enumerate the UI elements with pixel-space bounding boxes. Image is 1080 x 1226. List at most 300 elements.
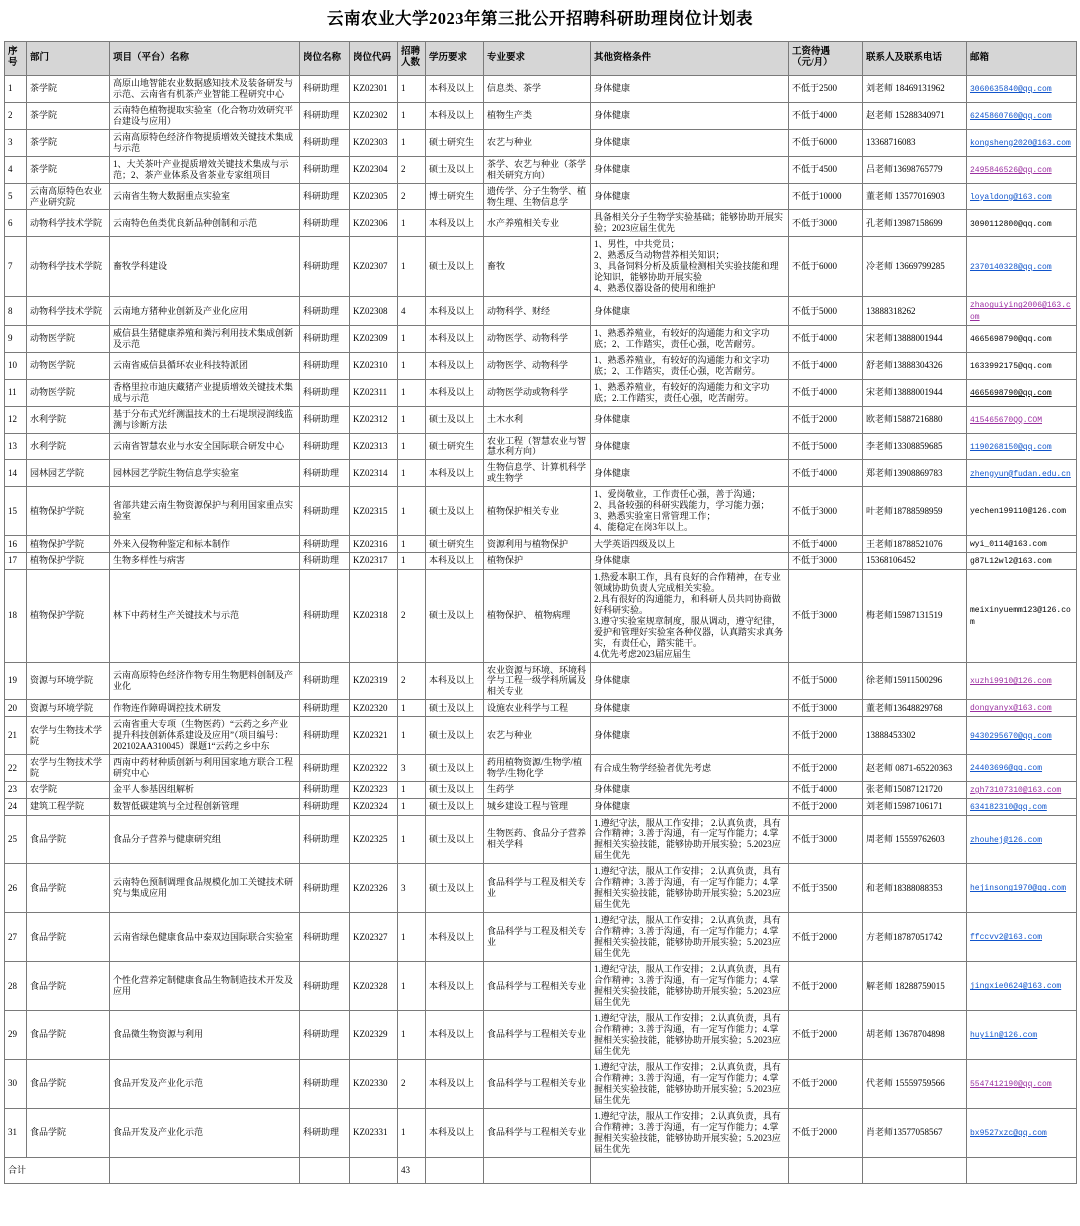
cell-salary: 不低于4000 <box>789 102 863 129</box>
cell-post-name: 科研助理 <box>300 325 350 352</box>
email-link[interactable]: loyaldong@163.com <box>970 192 1052 202</box>
cell-major: 城乡建设工程与管理 <box>484 798 591 815</box>
cell-project: 威信县生猪健康养殖和粪污利用技术集成创新及示范 <box>110 325 300 352</box>
table-row <box>5 1059 1077 1108</box>
table-row <box>5 662 1077 700</box>
cell-post-code: KZ02317 <box>350 553 398 570</box>
cell-project: 云南省重大专项（生物医药）“云药之乡产业提升科技创新体系建设及应用”（项目编号：202102AA310045）课题1“云药之乡中东 <box>110 717 300 755</box>
cell-seq: 9 <box>5 325 27 352</box>
email-link[interactable]: zhengyun@fudan.edu.cn <box>970 469 1071 479</box>
table-row <box>5 755 1077 782</box>
total-label: 合计 <box>5 1157 110 1183</box>
cell-email[interactable] <box>967 210 1077 237</box>
cell-post-name: 科研助理 <box>300 798 350 815</box>
cell-department: 动物医学院 <box>27 325 110 352</box>
cell-post-name: 科研助理 <box>300 460 350 487</box>
cell-department: 食品学院 <box>27 962 110 1011</box>
cell-department: 植物保护学院 <box>27 553 110 570</box>
cell-education: 本科及以上 <box>426 102 484 129</box>
cell-project: 外来入侵物种鉴定和标本制作 <box>110 536 300 553</box>
email-link[interactable]: 1190268150@qq.com <box>970 442 1052 452</box>
cell-salary: 不低于2000 <box>789 962 863 1011</box>
cell-major: 植物保护 <box>484 553 591 570</box>
cell-headcount: 1 <box>398 487 426 536</box>
other-condition-line: 1.遵纪守法，服从工作安排； 2.认真负责，具有合作精神；3.善于沟通，有一定写作能力；4.掌握相关实验技能，能够协助开展实验；5.2023应届生优先 <box>594 866 781 910</box>
cell-post-name: 科研助理 <box>300 815 350 864</box>
cell-post-code: KZ02322 <box>350 755 398 782</box>
cell-project: 云南省智慧农业与水安全国际联合研发中心 <box>110 433 300 460</box>
cell-post-code: KZ02310 <box>350 352 398 379</box>
cell-other-conditions: 身体健康 <box>591 798 789 815</box>
cell-contact: 王老师18788521076 <box>863 536 967 553</box>
cell-education: 本科及以上 <box>426 1011 484 1060</box>
cell-other-conditions: 身体健康 <box>591 156 789 183</box>
cell-headcount: 1 <box>398 75 426 102</box>
cell-project: 云南高原特色经济作物专用生物肥料创制及产业化 <box>110 662 300 700</box>
cell-department: 资源与环境学院 <box>27 662 110 700</box>
salary-label-line1: 工资待遇 <box>792 46 831 57</box>
cell-email[interactable] <box>967 662 1077 700</box>
cell-other-conditions: 身体健康 <box>591 129 789 156</box>
cell-email[interactable] <box>967 297 1077 326</box>
table-row <box>5 553 1077 570</box>
cell-contact: 董老师 13577016903 <box>863 183 967 210</box>
cell-contact: 赵老师 0871-65220363 <box>863 755 967 782</box>
cell-project: 食品开发及产业化示范 <box>110 1059 300 1108</box>
cell-contact: 张老师15087121720 <box>863 782 967 799</box>
cell-contact: 李老师13308859685 <box>863 433 967 460</box>
cell-seq: 27 <box>5 913 27 962</box>
cell-seq: 11 <box>5 379 27 406</box>
cell-post-name: 科研助理 <box>300 102 350 129</box>
cell-salary: 不低于4000 <box>789 536 863 553</box>
cell-education: 本科及以上 <box>426 662 484 700</box>
cell-post-name: 科研助理 <box>300 156 350 183</box>
cell-post-code: KZ02318 <box>350 569 398 662</box>
cell-headcount: 3 <box>398 755 426 782</box>
total-row <box>5 1157 1077 1183</box>
cell-major: 植物保护、 植物病理 <box>484 569 591 662</box>
cell-email[interactable] <box>967 102 1077 129</box>
cell-department: 水利学院 <box>27 433 110 460</box>
email-link[interactable]: meixinyuemm123@126.com <box>970 605 1071 627</box>
cell-post-name: 科研助理 <box>300 379 350 406</box>
table-row <box>5 717 1077 755</box>
cell-contact: 解老师 18288759015 <box>863 962 967 1011</box>
email-link[interactable]: zhaoguiying2006@163.com <box>970 301 1071 323</box>
cell-email[interactable] <box>967 75 1077 102</box>
cell-contact: 13888318262 <box>863 297 967 326</box>
cell-seq: 14 <box>5 460 27 487</box>
cell-salary: 不低于2000 <box>789 1108 863 1157</box>
cell-seq: 26 <box>5 864 27 913</box>
other-condition-line: 1.遵纪守法，服从工作安排； 2.认真负责，具有合作精神；3.善于沟通，有一定写作能力；4.掌握相关实验技能，能够协助开展实验；5.2023应届生优先 <box>594 1013 781 1056</box>
cell-department: 动物科学技术学院 <box>27 297 110 326</box>
cell-headcount: 3 <box>398 864 426 913</box>
cell-post-name: 科研助理 <box>300 569 350 662</box>
cell-department: 农学与生物技术学院 <box>27 755 110 782</box>
cell-major: 动物科学、财经 <box>484 297 591 326</box>
cell-salary: 不低于3000 <box>789 553 863 570</box>
cell-other-conditions: 有合成生物学经验者优先考虑 <box>591 755 789 782</box>
cell-project: 食品分子营养与健康研究组 <box>110 815 300 864</box>
email-link[interactable]: zhouhej@126.com <box>970 835 1043 845</box>
email-link[interactable]: 4665698790@qq.com <box>970 334 1052 344</box>
cell-salary: 不低于2000 <box>789 913 863 962</box>
cell-project: 云南省生物大数据重点实验室 <box>110 183 300 210</box>
cell-headcount: 1 <box>398 102 426 129</box>
email-link[interactable]: 3060635840@qq.com <box>970 84 1052 94</box>
table-row <box>5 962 1077 1011</box>
total-post-code-cell <box>350 1157 398 1183</box>
cell-education: 本科及以上 <box>426 75 484 102</box>
cell-other-conditions: 具备相关分子生物学实验基础；能够协助开展实验；2023应届生优先 <box>591 210 789 237</box>
table-row <box>5 487 1077 536</box>
cell-email[interactable] <box>967 536 1077 553</box>
cell-education: 硕士及以上 <box>426 815 484 864</box>
cell-major: 食品科学与工程相关专业 <box>484 1108 591 1157</box>
cell-education: 本科及以上 <box>426 1059 484 1108</box>
cell-email[interactable] <box>967 129 1077 156</box>
cell-salary: 不低于3000 <box>789 487 863 536</box>
cell-email[interactable] <box>967 460 1077 487</box>
email-link[interactable]: 1633992175@qq.com <box>970 361 1052 371</box>
cell-major: 土木水利 <box>484 406 591 433</box>
cell-email[interactable] <box>967 325 1077 352</box>
cell-post-code: KZ02303 <box>350 129 398 156</box>
email-link[interactable]: 6245860760@qq.com <box>970 111 1052 121</box>
table-footer <box>5 1157 1077 1183</box>
other-condition-line: 1.遵纪守法，服从工作安排； 2.认真负责，具有合作精神；3.善于沟通，有一定写作能力；4.掌握相关实验技能，能够协助开展实验；5.2023应届生优先 <box>594 915 781 959</box>
table-row <box>5 536 1077 553</box>
cell-email[interactable] <box>967 700 1077 717</box>
cell-project: 数智低碳建筑与全过程创新管理 <box>110 798 300 815</box>
cell-post-code: KZ02330 <box>350 1059 398 1108</box>
other-condition-line: 4、熟悉仪器设备的使用和维护 <box>594 283 716 294</box>
email-link[interactable]: 415465670QQ.COM <box>970 415 1043 425</box>
cell-email[interactable] <box>967 433 1077 460</box>
cell-contact: 13368716083 <box>863 129 967 156</box>
cell-project: 作物连作障碍调控技术研发 <box>110 700 300 717</box>
cell-seq: 18 <box>5 569 27 662</box>
cell-post-name: 科研助理 <box>300 487 350 536</box>
cell-email[interactable] <box>967 1011 1077 1060</box>
cell-major: 畜牧 <box>484 237 591 297</box>
cell-email[interactable] <box>967 352 1077 379</box>
cell-project: 西南中药材种质创新与利用国家地方联合工程研究中心 <box>110 755 300 782</box>
cell-seq: 17 <box>5 553 27 570</box>
cell-email[interactable] <box>967 553 1077 570</box>
cell-post-code: KZ02329 <box>350 1011 398 1060</box>
cell-seq: 12 <box>5 406 27 433</box>
cell-post-name: 科研助理 <box>300 700 350 717</box>
cell-email[interactable] <box>967 183 1077 210</box>
email-link[interactable]: bx9527xzc@qq.com <box>970 1128 1047 1138</box>
cell-department: 动物科学技术学院 <box>27 237 110 297</box>
cell-contact: 郑老师13908869783 <box>863 460 967 487</box>
email-link[interactable]: dongyanyx@163.com <box>970 704 1052 714</box>
column-header-major: 专业要求 <box>484 41 591 75</box>
cell-salary: 不低于3000 <box>789 815 863 864</box>
email-link[interactable]: ffccvv2@163.com <box>970 933 1043 943</box>
cell-headcount: 1 <box>398 406 426 433</box>
cell-major: 植物生产类 <box>484 102 591 129</box>
cell-project: 林下中药材生产关键技术与示范 <box>110 569 300 662</box>
cell-major: 食品科学与工程相关专业 <box>484 1011 591 1060</box>
other-condition-line: 1.遵纪守法，服从工作安排； 2.认真负责，具有合作精神；3.善于沟通，有一定写作能力；4.掌握相关实验技能，能够协助开展实验；5.2023应届生优先 <box>594 964 781 1008</box>
cell-other-conditions: 身体健康 <box>591 782 789 799</box>
cell-other-conditions: 身体健康 <box>591 75 789 102</box>
cell-email[interactable] <box>967 379 1077 406</box>
cell-post-code: KZ02313 <box>350 433 398 460</box>
total-other-cell <box>591 1157 789 1183</box>
cell-seq: 31 <box>5 1108 27 1157</box>
cell-post-code: KZ02302 <box>350 102 398 129</box>
cell-email[interactable] <box>967 755 1077 782</box>
email-link[interactable]: 2495846526@qq.com <box>970 165 1052 175</box>
cell-project: 园林园艺学院生物信息学实验室 <box>110 460 300 487</box>
cell-headcount: 1 <box>398 210 426 237</box>
cell-post-code: KZ02301 <box>350 75 398 102</box>
cell-post-code: KZ02306 <box>350 210 398 237</box>
cell-education: 本科及以上 <box>426 379 484 406</box>
column-header-email: 邮箱 <box>967 41 1077 75</box>
cell-other-conditions: 身体健康 <box>591 717 789 755</box>
cell-project: 个性化营养定制健康食品生物制造技术开发及应用 <box>110 962 300 1011</box>
cell-major: 资源利用与植物保护 <box>484 536 591 553</box>
email-link[interactable]: 4665698790@qq.com <box>970 388 1052 398</box>
cell-department: 园林园艺学院 <box>27 460 110 487</box>
table-row <box>5 210 1077 237</box>
cell-email[interactable] <box>967 1108 1077 1157</box>
cell-education: 硕士及以上 <box>426 237 484 297</box>
cell-education: 硕士研究生 <box>426 129 484 156</box>
cell-post-code: KZ02325 <box>350 815 398 864</box>
cell-major: 信息类、茶学 <box>484 75 591 102</box>
cell-email[interactable] <box>967 569 1077 662</box>
email-link[interactable]: jingxie0624@163.com <box>970 982 1062 992</box>
cell-email[interactable] <box>967 156 1077 183</box>
cell-email[interactable] <box>967 237 1077 297</box>
email-link[interactable]: 24403696@qq.com <box>970 764 1043 774</box>
cell-salary: 不低于2000 <box>789 798 863 815</box>
table-header-row <box>5 41 1077 75</box>
cell-seq: 24 <box>5 798 27 815</box>
headcount-label-line2: 人数 <box>401 58 421 69</box>
table-row <box>5 815 1077 864</box>
cell-project: 云南特色鱼类优良新品种创制和示范 <box>110 210 300 237</box>
table-row <box>5 156 1077 183</box>
cell-seq: 22 <box>5 755 27 782</box>
cell-major: 食品科学与工程及相关专业 <box>484 913 591 962</box>
email-link[interactable]: 9430295670@qq.com <box>970 731 1052 741</box>
cell-major: 食品科学与工程相关专业 <box>484 1059 591 1108</box>
cell-salary: 不低于5000 <box>789 662 863 700</box>
cell-major: 农业工程（智慧农业与智慧水利方向） <box>484 433 591 460</box>
other-condition-line: 1、熟悉养殖业，有较好的沟通能力和文字功底；2、工作踏实，责任心强，吃苦耐劳。 <box>594 327 770 349</box>
other-condition-line: 1.遵纪守法，服从工作安排； 2.认真负责，具有合作精神；3.善于沟通，有一定写作能力；4.掌握相关实验技能，能够协助开展实验；5.2023应届生优先 <box>594 1110 781 1154</box>
cell-other-conditions: 身体健康 <box>591 297 789 326</box>
column-header-post-name: 岗位名称 <box>300 41 350 75</box>
cell-major: 食品科学与工程及相关专业 <box>484 864 591 913</box>
cell-department: 建筑工程学院 <box>27 798 110 815</box>
cell-education: 硕士及以上 <box>426 798 484 815</box>
cell-education: 博士研究生 <box>426 183 484 210</box>
cell-project: 基于分布式光纤测温技术的土石堤坝浸润线监测与诊断方法 <box>110 406 300 433</box>
cell-headcount: 1 <box>398 433 426 460</box>
cell-post-code: KZ02324 <box>350 798 398 815</box>
cell-seq: 15 <box>5 487 27 536</box>
cell-department: 茶学院 <box>27 75 110 102</box>
other-condition-line: 1.遵纪守法，服从工作安排； 2.认真负责，具有合作精神；3.善于沟通，有一定写作能力；4.掌握相关实验技能，能够协助开展实验；5.2023应届生优先 <box>594 817 781 861</box>
cell-post-code: KZ02323 <box>350 782 398 799</box>
cell-email[interactable] <box>967 782 1077 799</box>
email-link[interactable]: zgh73107310@163.com <box>970 786 1062 796</box>
email-link[interactable]: hejinsong1970@qq.com <box>970 884 1067 894</box>
cell-major: 动物医学、动物科学 <box>484 352 591 379</box>
cell-headcount: 1 <box>398 536 426 553</box>
other-condition-line: 1、熟悉养殖业，有较好的沟通能力和文字功底；2.工作踏实，责任心强，吃苦耐劳。 <box>594 381 770 403</box>
cell-post-name: 科研助理 <box>300 406 350 433</box>
cell-salary: 不低于4000 <box>789 379 863 406</box>
cell-post-code: KZ02316 <box>350 536 398 553</box>
table-row <box>5 102 1077 129</box>
cell-post-code: KZ02320 <box>350 700 398 717</box>
cell-seq: 5 <box>5 183 27 210</box>
cell-post-code: KZ02331 <box>350 1108 398 1157</box>
cell-email[interactable] <box>967 717 1077 755</box>
table-body <box>5 75 1077 1157</box>
cell-email[interactable] <box>967 406 1077 433</box>
cell-department: 食品学院 <box>27 1108 110 1157</box>
cell-seq: 13 <box>5 433 27 460</box>
cell-headcount: 1 <box>398 352 426 379</box>
total-contact-cell <box>863 1157 967 1183</box>
table-row <box>5 1011 1077 1060</box>
cell-email[interactable] <box>967 864 1077 913</box>
cell-seq: 6 <box>5 210 27 237</box>
page-title: 云南农业大学2023年第三批公开招聘科研助理岗位计划表 <box>327 9 753 28</box>
cell-salary: 不低于3000 <box>789 569 863 662</box>
total-major-cell <box>484 1157 591 1183</box>
cell-education: 硕士研究生 <box>426 433 484 460</box>
cell-seq: 21 <box>5 717 27 755</box>
cell-major: 生物信息学、计算机科学或生物学 <box>484 460 591 487</box>
cell-other-conditions <box>591 487 789 536</box>
cell-education: 本科及以上 <box>426 913 484 962</box>
cell-major: 农艺与种业 <box>484 717 591 755</box>
cell-other-conditions <box>591 1011 789 1060</box>
table-row <box>5 325 1077 352</box>
cell-project: 云南高原特色经济作物提质增效关键技术集成与示范 <box>110 129 300 156</box>
cell-headcount: 1 <box>398 700 426 717</box>
cell-salary: 不低于2000 <box>789 1011 863 1060</box>
cell-headcount: 1 <box>398 1011 426 1060</box>
cell-seq: 3 <box>5 129 27 156</box>
table-row <box>5 460 1077 487</box>
cell-seq: 1 <box>5 75 27 102</box>
cell-project: 畜牧学科建设 <box>110 237 300 297</box>
table-row <box>5 864 1077 913</box>
cell-salary: 不低于10000 <box>789 183 863 210</box>
cell-other-conditions <box>591 962 789 1011</box>
cell-department: 动物科学技术学院 <box>27 210 110 237</box>
cell-other-conditions <box>591 864 789 913</box>
total-email-cell <box>967 1157 1077 1183</box>
other-condition-line: 3.遵守实验室规章制度，服从调动，遵守纪律，爱护和管理好实验室各种仪器，认真踏实求真务实，有责任心，踏实能干。 <box>594 615 784 648</box>
cell-department: 资源与环境学院 <box>27 700 110 717</box>
email-link[interactable]: wyi_0114@163.com <box>970 540 1047 550</box>
cell-post-name: 科研助理 <box>300 755 350 782</box>
cell-email[interactable] <box>967 1059 1077 1108</box>
cell-other-conditions <box>591 237 789 297</box>
cell-email[interactable] <box>967 815 1077 864</box>
cell-post-code: KZ02305 <box>350 183 398 210</box>
cell-contact: 13888453302 <box>863 717 967 755</box>
email-link[interactable]: xuzhi9910@126.com <box>970 677 1052 687</box>
cell-post-name: 科研助理 <box>300 210 350 237</box>
cell-contact: 15368106452 <box>863 553 967 570</box>
cell-major: 动物医学、动物科学 <box>484 325 591 352</box>
cell-contact: 方老师18787051742 <box>863 913 967 962</box>
cell-other-conditions: 身体健康 <box>591 662 789 700</box>
cell-email[interactable] <box>967 962 1077 1011</box>
cell-contact: 董老师13648829768 <box>863 700 967 717</box>
table-row <box>5 569 1077 662</box>
cell-contact: 欧老师15887216880 <box>863 406 967 433</box>
cell-headcount: 2 <box>398 183 426 210</box>
cell-department: 食品学院 <box>27 913 110 962</box>
email-link[interactable]: 3090112800@qq.com <box>970 219 1052 229</box>
email-link[interactable]: huyiin@126.com <box>970 1031 1038 1041</box>
cell-project: 云南省绿色健康食品中泰双边国际联合实验室 <box>110 913 300 962</box>
cell-email[interactable] <box>967 913 1077 962</box>
cell-headcount: 1 <box>398 1108 426 1157</box>
cell-department: 水利学院 <box>27 406 110 433</box>
cell-headcount: 1 <box>398 129 426 156</box>
cell-email[interactable] <box>967 487 1077 536</box>
cell-other-conditions <box>591 379 789 406</box>
cell-salary: 不低于4500 <box>789 156 863 183</box>
cell-department: 农学与生物技术学院 <box>27 717 110 755</box>
cell-salary: 不低于3000 <box>789 700 863 717</box>
cell-education: 硕士及以上 <box>426 755 484 782</box>
column-header-post-code: 岗位代码 <box>350 41 398 75</box>
email-link[interactable]: 5547412190@qq.com <box>970 1079 1052 1089</box>
cell-seq: 2 <box>5 102 27 129</box>
cell-headcount: 1 <box>398 237 426 297</box>
cell-salary: 不低于2500 <box>789 75 863 102</box>
cell-other-conditions: 大学英语四级及以上 <box>591 536 789 553</box>
cell-email[interactable] <box>967 798 1077 815</box>
cell-headcount: 2 <box>398 156 426 183</box>
email-link[interactable]: yechen199110@126.com <box>970 507 1067 517</box>
table-row <box>5 379 1077 406</box>
email-link[interactable]: g87L12wl2@163.com <box>970 557 1052 567</box>
cell-salary: 不低于2000 <box>789 717 863 755</box>
email-link[interactable]: 634182310@qq.com <box>970 802 1047 812</box>
cell-contact: 孔老师13987158699 <box>863 210 967 237</box>
email-link[interactable]: kongsheng2020@163.com <box>970 138 1071 148</box>
cell-salary: 不低于4000 <box>789 460 863 487</box>
cell-other-conditions: 身体健康 <box>591 183 789 210</box>
cell-seq: 29 <box>5 1011 27 1060</box>
cell-headcount: 1 <box>398 782 426 799</box>
other-condition-line: 2.具有很好的沟通能力，和科研人员共同协商做好科研实验。 <box>594 593 781 615</box>
email-link[interactable]: 2370140328@qq.com <box>970 262 1052 272</box>
cell-major: 生药学 <box>484 782 591 799</box>
cell-contact: 叶老师18788598959 <box>863 487 967 536</box>
